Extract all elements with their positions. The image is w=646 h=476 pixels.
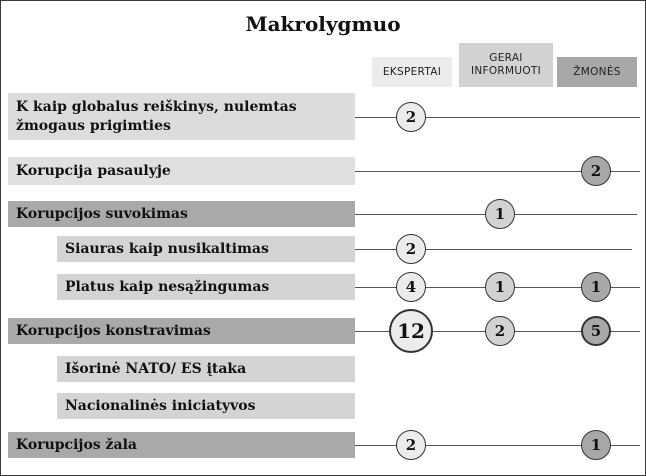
count-bubble-gerai: 1: [485, 199, 515, 229]
column-header-ekspertai: EKSPERTAI: [372, 57, 452, 87]
count-bubble-gerai: 2: [485, 316, 515, 346]
count-bubble-ekspertai: 4: [396, 272, 426, 302]
topic-label: Korupcijos suvokimas: [8, 201, 355, 227]
subtopic-label: Siauras kaip nusikaltimas: [57, 236, 355, 262]
count-bubble-zmones: 5: [581, 316, 611, 346]
column-header-zmones: ŽMONĖS: [557, 57, 637, 87]
count-bubble-ekspertai: 12: [389, 309, 433, 353]
count-bubble-gerai: 1: [485, 272, 515, 302]
subtopic-label: Išorinė NATO/ ES įtaka: [57, 356, 355, 382]
topic-label: K kaip globalus reiškinys, nulemtas žmogaus prigimties: [8, 93, 355, 140]
count-bubble-zmones: 1: [581, 272, 611, 302]
topic-label: Korupcijos žala: [8, 432, 355, 458]
count-bubble-ekspertai: 2: [396, 234, 426, 264]
count-bubble-ekspertai: 2: [396, 430, 426, 460]
subtopic-label: Nacionalinės iniciatyvos: [57, 393, 355, 419]
count-bubble-zmones: 2: [581, 156, 611, 186]
count-bubble-ekspertai: 2: [396, 102, 426, 132]
column-header-gerai: GERAI INFORMUOTI: [459, 43, 553, 87]
topic-label: Korupcijos konstravimas: [8, 318, 355, 344]
diagram-title: Makrolygmuo: [245, 12, 401, 36]
subtopic-label: Platus kaip nesąžingumas: [57, 274, 355, 300]
count-bubble-zmones: 1: [581, 430, 611, 460]
topic-label: Korupcija pasaulyje: [8, 157, 355, 185]
